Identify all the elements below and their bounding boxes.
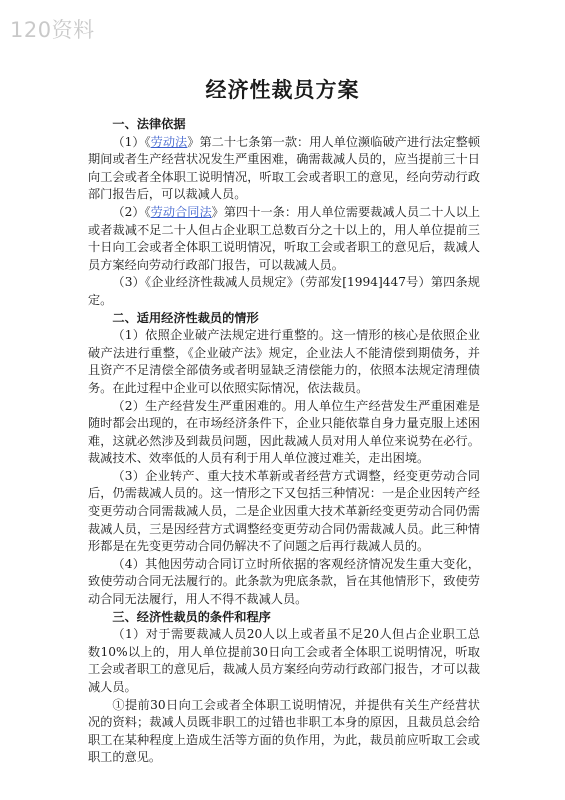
paragraph: （2）《劳动合同法》第四十一条：用人单位需要裁减人员二十人以上或者裁减不足二十人但占企业职工总数百分之十以上的，用人单位提前三十日向工会或者全体职工说明情况，听取工会或者职工的意见后，裁减人员方案经向劳动行政部门报告，可以裁减人员。	[88, 204, 481, 272]
law-link[interactable]: 劳动法	[150, 134, 188, 149]
paragraph: （4）其他因劳动合同订立时所依据的客观经济情况发生重大变化，致使劳动合同无法履行的。此条款为兜底条款，旨在其他情形下，致使劳动合同无法履行，用人不得不裁减人员。	[88, 556, 480, 607]
paragraph: （1）《劳动法》第二十七条第一款：用人单位濒临破产进行法定整顿期间或者生产经营状况发生严重困难，确需裁减人员的，应当提前三十日向工会或者全体职工说明情况，听取工会或者职工的意见，经向劳动行政部门报告后，可以裁减人员。	[88, 134, 481, 202]
law-link[interactable]: 劳动合同法	[150, 204, 212, 219]
paragraph: （3）《企业经济性裁减人员规定》（劳部发[1994]447号）第四条规定。	[88, 275, 480, 307]
document-title: 经济性裁员方案	[205, 78, 360, 102]
section-heading: 一、法律依据	[112, 117, 186, 131]
section-heading: 二、适用经济性裁员的情形	[112, 310, 259, 325]
watermark: 120资料	[10, 18, 95, 42]
paragraph: ①提前30日向工会或者全体职工说明情况，并提供有关生产经营状况的资料；裁减人员既非职工的过错也非职工本身的原因，且裁员总会给职工在某种程度上造成生活等方面的负作用，为此，裁员前应听取工会或职工的意见。	[88, 697, 480, 765]
section-heading: 三、经济性裁员的条件和程序	[112, 609, 271, 624]
paragraph: （1）对于需要裁减人员20人以上或者虽不足20人但占企业职工总数10%以上的，用人单位提前30日向工会或者全体职工说明情况，听取工会或者职工的意见后，裁减人员方案经向劳动行政部门报告，才可以裁减人员。	[88, 627, 480, 694]
paragraph: （1）依照企业破产法规定进行重整的。这一情形的核心是依照企业破产法进行重整，《企业破产法》规定，企业法人不能清偿到期债务，并且资产不足清偿全部债务或者明显缺乏清偿能力的，依照本法规定清理债务。在此过程中企业可以依照实际情况，依法裁员。	[88, 328, 480, 395]
paragraph: （2）生产经营发生严重困难的。用人单位生产经营发生严重困难是随时都会出现的，在市场经济条件下，企业只能依靠自身力量克服上述困难，这就必然涉及到裁员问题，因此裁减人员对用人单位来说势在必行。裁减技术、效率低的人员有利于用人单位渡过难关，走出困境。	[88, 398, 480, 466]
paragraph: （3）企业转产、重大技术革新或者经营方式调整，经变更劳动合同后，仍需裁减人员的。这一情形之下又包括三种情况：一是企业因转产经变更劳动合同需裁减人员，二是企业因重大技术革新经变更劳动合同仍需裁减人员，三是因经营方式调整经变更劳动合同仍需裁减人员。此三种情形都是在先变更劳动合同仍解决不了问题之后再行裁减人员的。	[88, 468, 480, 554]
document-body	[88, 116, 480, 767]
